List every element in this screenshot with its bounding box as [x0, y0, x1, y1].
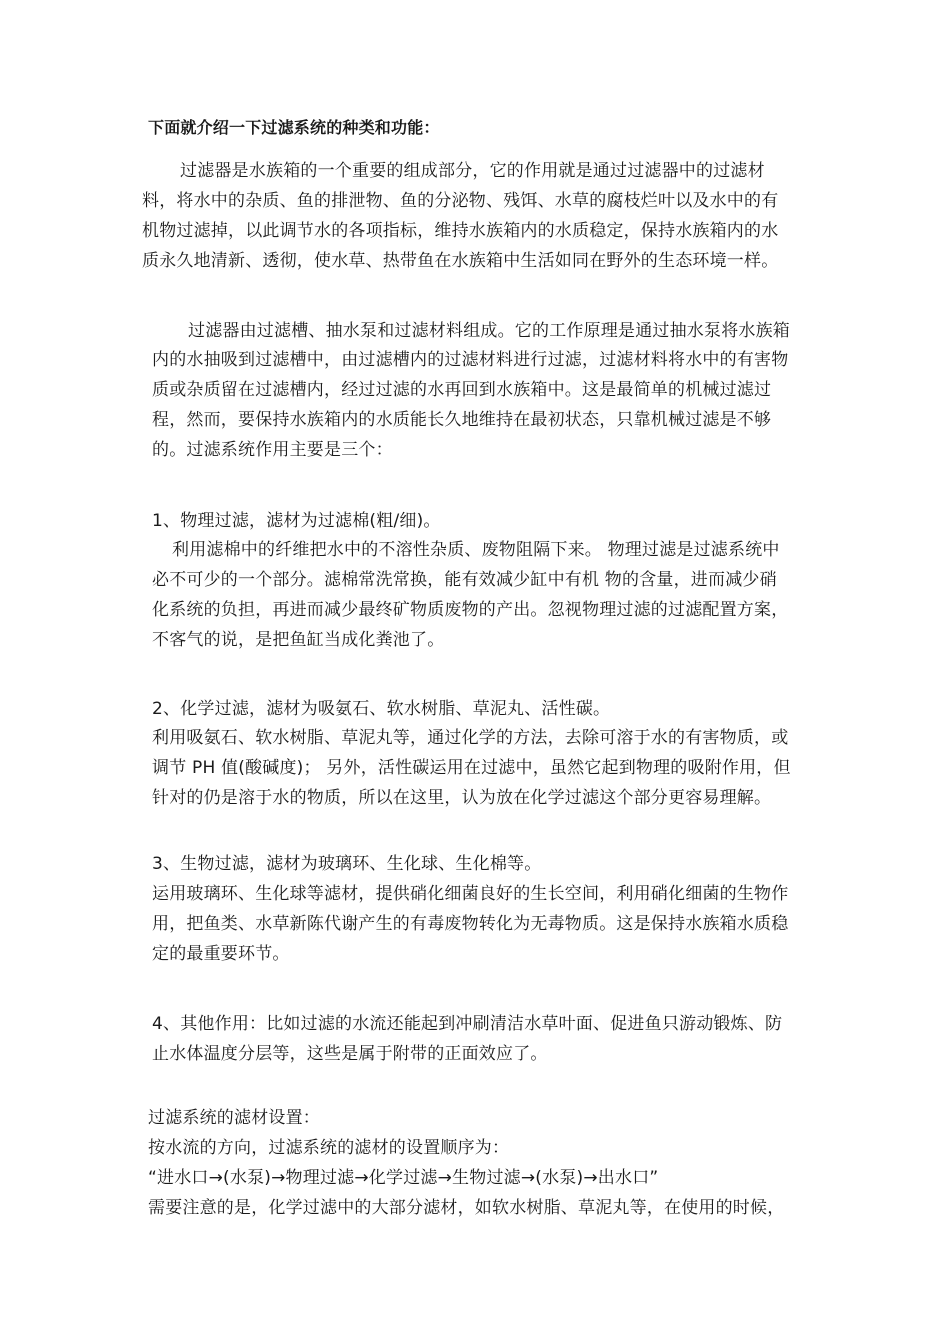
section-title: 过滤系统的滤材设置： [148, 1108, 320, 1128]
paragraph-line: 料，将水中的杂质、鱼的排泄物、鱼的分泌物、残饵、水草的腐枝烂叶以及水中的有 [142, 191, 779, 211]
paragraph-line: 4、其他作用：比如过滤的水流还能起到冲刷清洁水草叶面、促进鱼只游动锻炼、防 [152, 1014, 783, 1034]
paragraph-line: 程，然而，要保持水族箱内的水质能长久地维持在最初状态，只靠机械过滤是不够 [152, 410, 772, 430]
paragraph-line: 按水流的方向，过滤系统的滤材的设置顺序为： [148, 1138, 510, 1158]
paragraph-line: 需要注意的是，化学过滤中的大部分滤材，如软水树脂、草泥丸等，在使用的时候， [148, 1198, 785, 1218]
section-title: 2、化学过滤，滤材为吸氨石、软水树脂、草泥丸、活性碳。 [152, 699, 611, 719]
paragraph-line: 定的最重要环节。 [152, 944, 290, 964]
paragraph-line: 运用玻璃环、生化球等滤材，提供硝化细菌良好的生长空间，利用硝化细菌的生物作 [152, 884, 789, 904]
paragraph-line: 针对的仍是溶于水的物质，所以在这里，认为放在化学过滤这个部分更容易理解。 [152, 788, 772, 808]
paragraph-line: 的。过滤系统作用主要是三个： [152, 440, 393, 460]
paragraph-line: 调节 PH 值(酸碱度)； 另外，活性碳运用在过滤中，虽然它起到物理的吸附作用，但 [152, 758, 791, 778]
paragraph-line: 利用吸氨石、软水树脂、草泥丸等，通过化学的方法，去除可溶于水的有害物质，或 [152, 728, 789, 748]
paragraph-line: 过滤器是水族箱的一个重要的组成部分，它的作用就是通过过滤器中的过滤材 [180, 161, 765, 181]
paragraph-line: 化系统的负担，再进而减少最终矿物质废物的产出。忽视物理过滤的过滤配置方案， [152, 600, 789, 620]
paragraph-line: 不客气的说，是把鱼缸当成化粪池了。 [152, 630, 445, 650]
paragraph-line: 质永久地清新、透彻，使水草、热带鱼在水族箱中生活如同在野外的生态环境一样。 [142, 251, 779, 271]
section-title: 1、物理过滤，滤材为过滤棉(粗/细)。 [152, 511, 441, 531]
paragraph-line: 内的水抽吸到过滤槽中，由过滤槽内的过滤材料进行过滤，过滤材料将水中的有害物 [152, 350, 789, 370]
flow-sequence: “进水口→(水泵)→物理过滤→化学过滤→生物过滤→(水泵)→出水口” [148, 1168, 659, 1188]
section-title: 3、生物过滤，滤材为玻璃环、生化球、生化棉等。 [152, 854, 542, 874]
paragraph-line: 用，把鱼类、水草新陈代谢产生的有毒废物转化为无毒物质。这是保持水族箱水质稳 [152, 914, 789, 934]
paragraph-line: 止水体温度分层等，这些是属于附带的正面效应了。 [152, 1044, 548, 1064]
paragraph-line: 利用滤棉中的纤维把水中的不溶性杂质、废物阻隔下来。 物理过滤是过滤系统中 [172, 540, 780, 560]
section-heading: 下面就介绍一下过滤系统的种类和功能： [148, 118, 440, 137]
paragraph-line: 质或杂质留在过滤槽内，经过过滤的水再回到水族箱中。这是最简单的机械过滤过 [152, 380, 772, 400]
paragraph-line: 必不可少的一个部分。滤棉常洗常换，能有效减少缸中有机 物的含量，进而减少硝 [152, 570, 777, 590]
paragraph-line: 机物过滤掉，以此调节水的各项指标，维持水族箱内的水质稳定，保持水族箱内的水 [142, 221, 779, 241]
paragraph-line: 过滤器由过滤槽、抽水泵和过滤材料组成。它的工作原理是通过抽水泵将水族箱 [188, 321, 790, 341]
